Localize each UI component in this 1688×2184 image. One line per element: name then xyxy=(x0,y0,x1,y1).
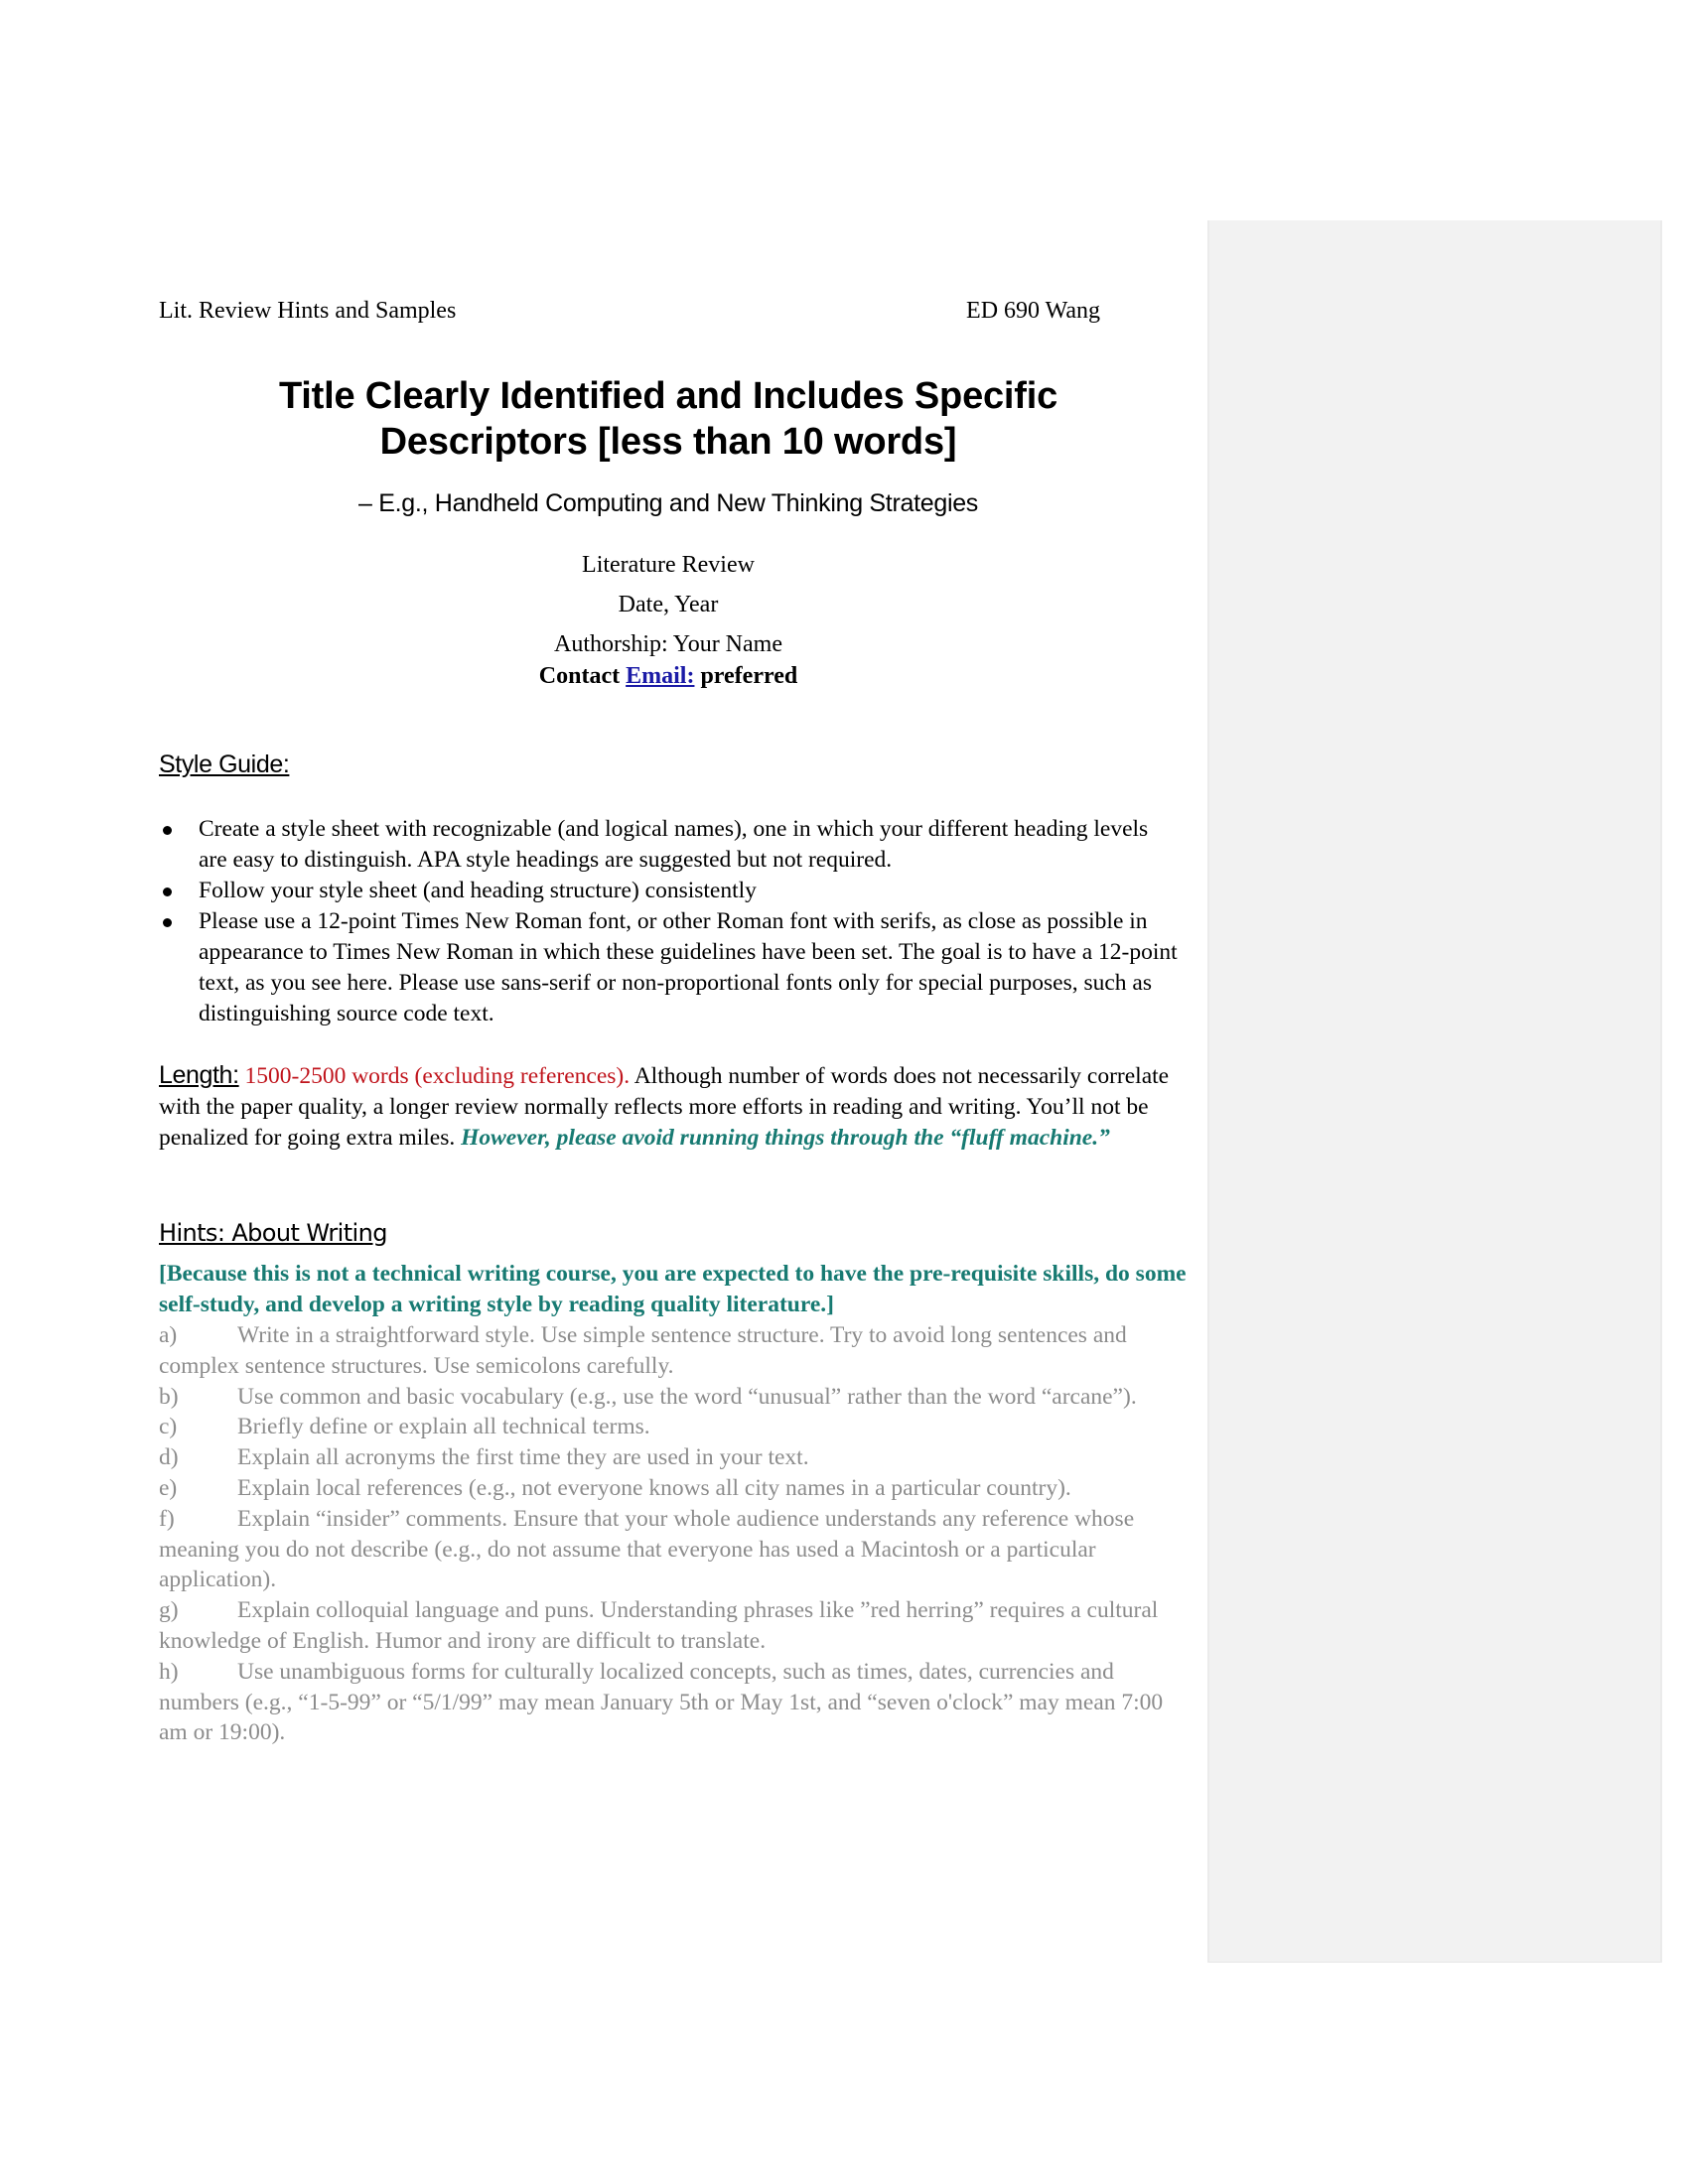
email-link[interactable]: Email: xyxy=(626,663,695,689)
title-line-1: Title Clearly Identified and Includes Specific xyxy=(278,375,1058,417)
bullet-icon xyxy=(163,887,172,896)
style-guide-heading: Style Guide: xyxy=(159,751,290,778)
length-emphasis: However, please avoid running things through the “fluff machine.” xyxy=(461,1125,1110,1151)
style-guide-list xyxy=(159,814,1182,1029)
hint-letter: h) xyxy=(159,1658,179,1685)
hint-text: Explain local references (e.g., not everyone knows all city names in a particular country). xyxy=(237,1474,1071,1501)
running-header-left: Lit. Review Hints and Samples xyxy=(159,298,457,324)
length-requirement: 1500-2500 words (excluding references). xyxy=(238,1063,631,1089)
contact-suffix: preferred xyxy=(694,663,798,689)
bullet-icon xyxy=(163,918,172,927)
length-label: Length: xyxy=(159,1061,239,1089)
hint-item xyxy=(159,1473,1188,1504)
hint-letter: f) xyxy=(159,1505,175,1532)
length-body: Although number of words does not necessarily correlate with the paper quality, a longer review normally reflects more efforts in reading and writing. You’ll not be penalized for going extra miles. xyxy=(159,1063,1170,1151)
document-type: Literature Review xyxy=(582,552,755,578)
title-example-subtitle: – E.g., Handheld Computing and New Thinking Strategies xyxy=(358,489,978,517)
style-guide-item xyxy=(159,906,1182,1029)
style-guide-item xyxy=(159,876,1182,906)
hint-text: Explain “insider” comments. Ensure that your whole audience understands any reference whose meaning you do not describe (e.g., do not assume that everyone has used a Macintosh or a particular application). xyxy=(159,1505,1135,1593)
hint-item xyxy=(159,1412,1188,1442)
title-line-2: Descriptors [less than 10 words] xyxy=(379,421,957,463)
hint-text: Use unambiguous forms for culturally localized concepts, such as times, dates, currencies and numbers (e.g., “1-5-99” or “5/1/99” may mean January 5th or May 1st, and “seven o'clock” may mean 7:00 am or 19:00). xyxy=(159,1658,1164,1746)
document-date: Date, Year xyxy=(618,592,719,617)
authorship-line: Authorship: Your Name xyxy=(553,631,782,657)
hint-item xyxy=(159,1595,1188,1657)
hint-letter: d) xyxy=(159,1444,179,1471)
hint-text: Briefly define or explain all technical terms. xyxy=(237,1414,650,1440)
hint-item xyxy=(159,1657,1188,1748)
hint-letter: e) xyxy=(159,1474,178,1501)
bullet-text: Create a style sheet with recognizable (and logical names), one in which your different heading levels are easy to distinguish. APA style headings are suggested but not required. xyxy=(199,816,1149,873)
page-title xyxy=(159,373,1178,465)
hint-letter: b) xyxy=(159,1383,179,1410)
hints-heading: Hints: About Writing xyxy=(159,1219,387,1247)
bullet-text: Please use a 12-point Times New Roman font, or other Roman font with serifs, as close as possible in appearance to Times New Roman in which these guidelines have been set. The goal is to have a 12-point text, as you see here. Please use sans-serif or non-proportional fonts only for special purposes, such as distinguishing source code text. xyxy=(199,908,1178,1026)
hint-text: Write in a straightforward style. Use simple sentence structure. Try to avoid long sentences and complex sentence structures. Use semicolons carefully. xyxy=(159,1322,1127,1379)
contact-prefix: Contact xyxy=(538,663,627,689)
running-header-right: ED 690 Wang xyxy=(966,298,1100,324)
hint-item xyxy=(159,1504,1188,1595)
hint-text: Use common and basic vocabulary (e.g., use the word “unusual” rather than the word “arcane”). xyxy=(237,1383,1137,1410)
style-guide-item xyxy=(159,814,1182,876)
hint-text: Explain all acronyms the first time they are used in your text. xyxy=(237,1444,809,1471)
hint-letter: g) xyxy=(159,1597,179,1624)
hint-text: Explain colloquial language and puns. Understanding phrases like ”red herring” requires a cultural knowledge of English. Humor and irony are difficult to translate. xyxy=(159,1597,1159,1654)
contact-line xyxy=(159,663,1178,690)
hints-note: [Because this is not a technical writing course, you are expected to have the pre-requisite skills, do some self-study, and develop a writing style by reading quality literature.] xyxy=(159,1261,1187,1317)
hints-list xyxy=(159,1320,1188,1748)
hint-letter: a) xyxy=(159,1322,178,1348)
bullet-icon xyxy=(163,826,172,835)
hint-item xyxy=(159,1442,1188,1473)
hint-item xyxy=(159,1320,1188,1382)
hint-letter: c) xyxy=(159,1414,178,1440)
bullet-text: Follow your style sheet (and heading structure) consistently xyxy=(199,878,757,903)
comment-margin-pane xyxy=(1207,220,1662,1963)
hint-item xyxy=(159,1382,1188,1413)
length-paragraph xyxy=(159,1060,1182,1154)
